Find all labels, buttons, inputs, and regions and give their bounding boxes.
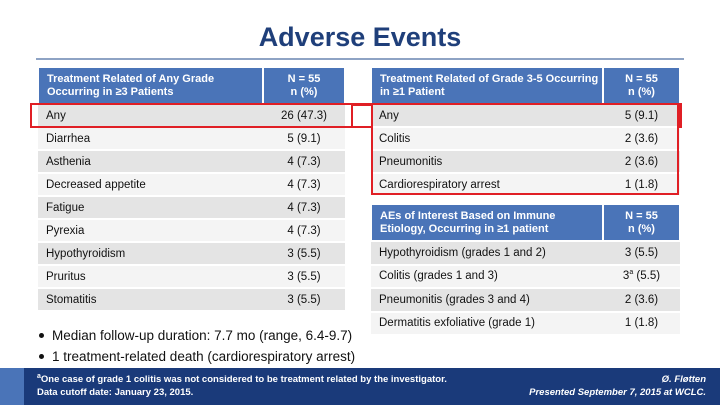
row-label: Hypothyroidism [38, 242, 263, 265]
row-value: 2 (3.6) [603, 150, 680, 173]
bullet-text: 1 treatment-related death (cardiorespiratory arrest) [52, 349, 356, 364]
row-label: Pneumonitis [371, 150, 603, 173]
table-row [38, 219, 345, 242]
row-value: 4 (7.3) [263, 150, 345, 173]
row-value: 3 (5.5) [263, 242, 345, 265]
footer-accent [0, 368, 24, 405]
highlight-box-any-right-edge [678, 103, 682, 128]
header-label: AEs of Interest Based on Immune Etiology, Occurring in ≥1 patient [371, 204, 603, 241]
header-n: N = 55 n (%) [603, 204, 680, 241]
table-row [38, 265, 345, 288]
table-row [38, 173, 345, 196]
table-row [371, 241, 680, 265]
data-cutoff: Data cutoff date: January 23, 2015. [37, 387, 194, 398]
highlight-box-any-grade-row [30, 103, 353, 128]
table-row [371, 288, 680, 312]
footnote-text: One case of grade 1 colitis was not considered to be treatment related by the investigator. [40, 374, 447, 385]
bullet-icon [39, 333, 44, 338]
presented-at: Presented September 7, 2015 at WCLC. [529, 387, 706, 398]
title-area [0, 0, 720, 58]
table-row [371, 265, 680, 289]
header-label: Treatment Related of Any Grade Occurring in ≥3 Patients [38, 67, 263, 104]
header-n: N = 55 n (%) [263, 67, 345, 104]
row-value: 4 (7.3) [263, 173, 345, 196]
row-label: Dermatitis exfoliative (grade 1) [371, 312, 603, 336]
row-label: Pruritus [38, 265, 263, 288]
row-label: Colitis [371, 127, 603, 150]
highlight-connector-bottom [352, 126, 372, 129]
row-label: Any [38, 104, 263, 127]
row-label: Pneumonitis (grades 3 and 4) [371, 288, 603, 312]
header-label: Treatment Related of Grade 3-5 Occurring in ≥1 Patient [371, 67, 603, 104]
table-header-row [38, 67, 345, 104]
footnote-marker: a [37, 372, 41, 380]
row-value: 4 (7.3) [263, 196, 345, 219]
table-row [38, 150, 345, 173]
footer-notes [37, 373, 447, 399]
row-value: 3 (5.5) [263, 265, 345, 288]
row-value: 1 (1.8) [603, 312, 680, 336]
footer-bar [0, 368, 720, 405]
row-value: 3 (5.5) [603, 241, 680, 265]
bullet-item [37, 346, 355, 367]
row-label: Diarrhea [38, 127, 263, 150]
highlight-connector-top [352, 103, 372, 106]
summary-bullets [37, 325, 355, 367]
row-value: 2 (3.6) [603, 288, 680, 312]
value-main: 3 [622, 270, 630, 283]
header-n: N = 55 n (%) [603, 67, 680, 104]
row-label: Any [371, 104, 603, 127]
row-value: 5 (9.1) [263, 127, 345, 150]
footer-credit [529, 373, 706, 399]
slide-title: Adverse Events [258, 22, 462, 52]
row-label: Cardiorespiratory arrest [371, 173, 603, 196]
row-label: Hypothyroidism (grades 1 and 2) [371, 241, 603, 265]
title-divider [36, 58, 684, 60]
table-row [38, 288, 345, 311]
table-row [371, 312, 680, 336]
row-value [603, 265, 680, 289]
footnote-marker: a [629, 269, 634, 277]
highlight-box-grade-3-5 [371, 103, 679, 195]
presenter-name: Ø. Fløtten [661, 374, 706, 385]
table-row [38, 242, 345, 265]
row-value: 2 (3.6) [603, 127, 680, 150]
footnote [37, 373, 447, 386]
bullet-item [37, 325, 355, 346]
table-row [38, 127, 345, 150]
row-label: Asthenia [38, 150, 263, 173]
row-label: Colitis (grades 1 and 3) [371, 265, 603, 289]
table-row [38, 196, 345, 219]
row-label: Fatigue [38, 196, 263, 219]
table-immune-aes [370, 203, 681, 336]
row-value: 5 (9.1) [603, 104, 680, 127]
row-label: Pyrexia [38, 219, 263, 242]
table-header-row [371, 67, 680, 104]
table-header-row [371, 204, 680, 241]
row-label: Stomatitis [38, 288, 263, 311]
row-value: 3 (5.5) [263, 288, 345, 311]
row-label: Decreased appetite [38, 173, 263, 196]
bullet-text: Median follow-up duration: 7.7 mo (range, 6.4-9.7) [52, 328, 353, 343]
bullet-icon [39, 354, 44, 359]
row-value: 26 (47.3) [263, 104, 345, 127]
value-rest: (5.5) [633, 270, 661, 283]
row-value: 1 (1.8) [603, 173, 680, 196]
row-value: 4 (7.3) [263, 219, 345, 242]
